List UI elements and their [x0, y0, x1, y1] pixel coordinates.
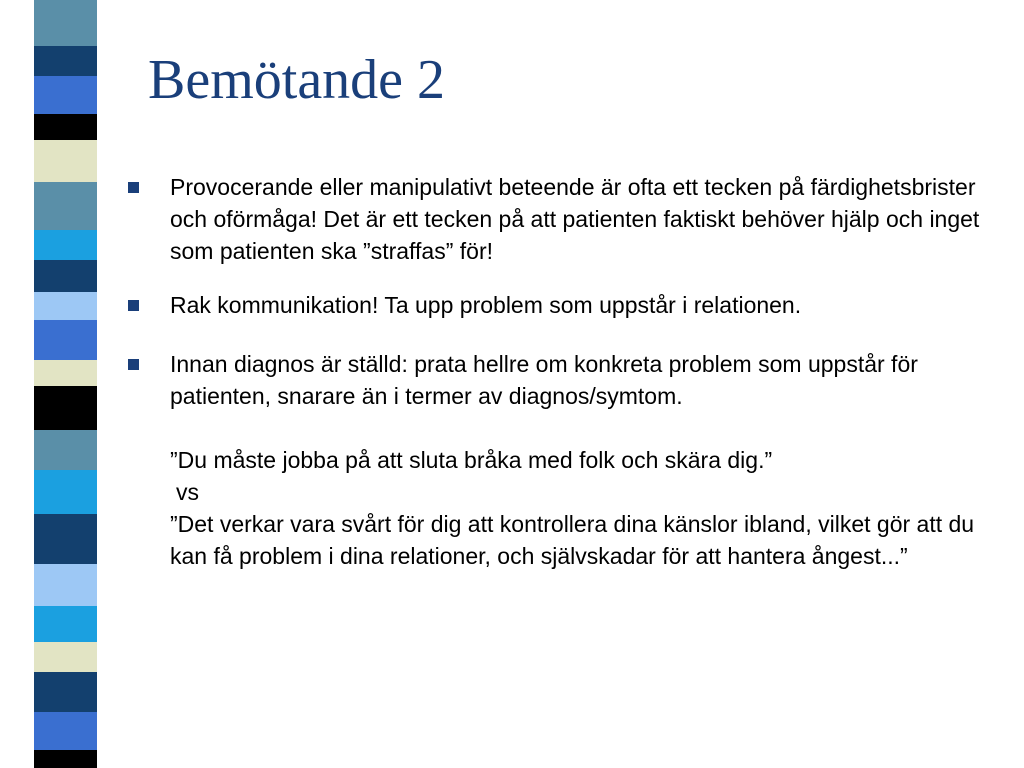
- stripe-block: [34, 46, 97, 76]
- stripe-block: [34, 606, 97, 642]
- stripe-block: [34, 642, 97, 672]
- square-bullet-icon: [128, 182, 139, 193]
- stripe-block: [34, 712, 97, 750]
- bullet-item: [128, 289, 998, 321]
- bullet-list: [128, 171, 998, 594]
- stripe-block: [34, 514, 97, 564]
- stripe-block: [34, 140, 97, 182]
- stripe-block: [34, 182, 97, 230]
- quote-text: ”Det verkar vara svårt för dig att kontrollera dina känslor ibland, vilket gör att du kan få problem i dina relationer, och självskadar för att hantera ångest...”: [170, 511, 975, 569]
- decorative-stripe: [34, 0, 97, 768]
- stripe-block: [34, 470, 97, 514]
- example-quotes: [170, 444, 998, 572]
- stripe-block: [34, 430, 97, 470]
- stripe-block: [34, 360, 97, 386]
- square-bullet-icon: [128, 359, 139, 370]
- bullet-text: Provocerande eller manipulativt beteende är ofta ett tecken på färdighetsbrister och oförmåga! Det är ett tecken på att patienten faktiskt behöver hjälp och inget som patienten ska ”straffas” för!: [170, 174, 980, 264]
- quote-text: ”Du måste jobba på att sluta bråka med folk och skära dig.”: [170, 447, 773, 473]
- stripe-block: [34, 76, 97, 114]
- stripe-block: [34, 564, 97, 606]
- square-bullet-icon: [128, 300, 139, 311]
- stripe-block: [34, 320, 97, 360]
- stripe-block: [34, 230, 97, 260]
- stripe-block: [34, 0, 97, 46]
- stripe-block: [34, 750, 97, 768]
- stripe-block: [34, 386, 97, 430]
- bullet-text: Innan diagnos är ställd: prata hellre om konkreta problem som uppstår för patienten, snarare än i termer av diagnos/symtom.: [170, 351, 918, 409]
- bullet-text: Rak kommunikation! Ta upp problem som uppstår i relationen.: [170, 292, 802, 318]
- slide-title: Bemötande 2: [148, 49, 446, 111]
- bullet-item: [128, 348, 998, 572]
- stripe-block: [34, 672, 97, 712]
- stripe-block: [34, 114, 97, 140]
- bullet-item: [128, 171, 998, 267]
- stripe-block: [34, 260, 97, 292]
- stripe-block: [34, 292, 97, 320]
- vs-label: vs: [176, 479, 199, 505]
